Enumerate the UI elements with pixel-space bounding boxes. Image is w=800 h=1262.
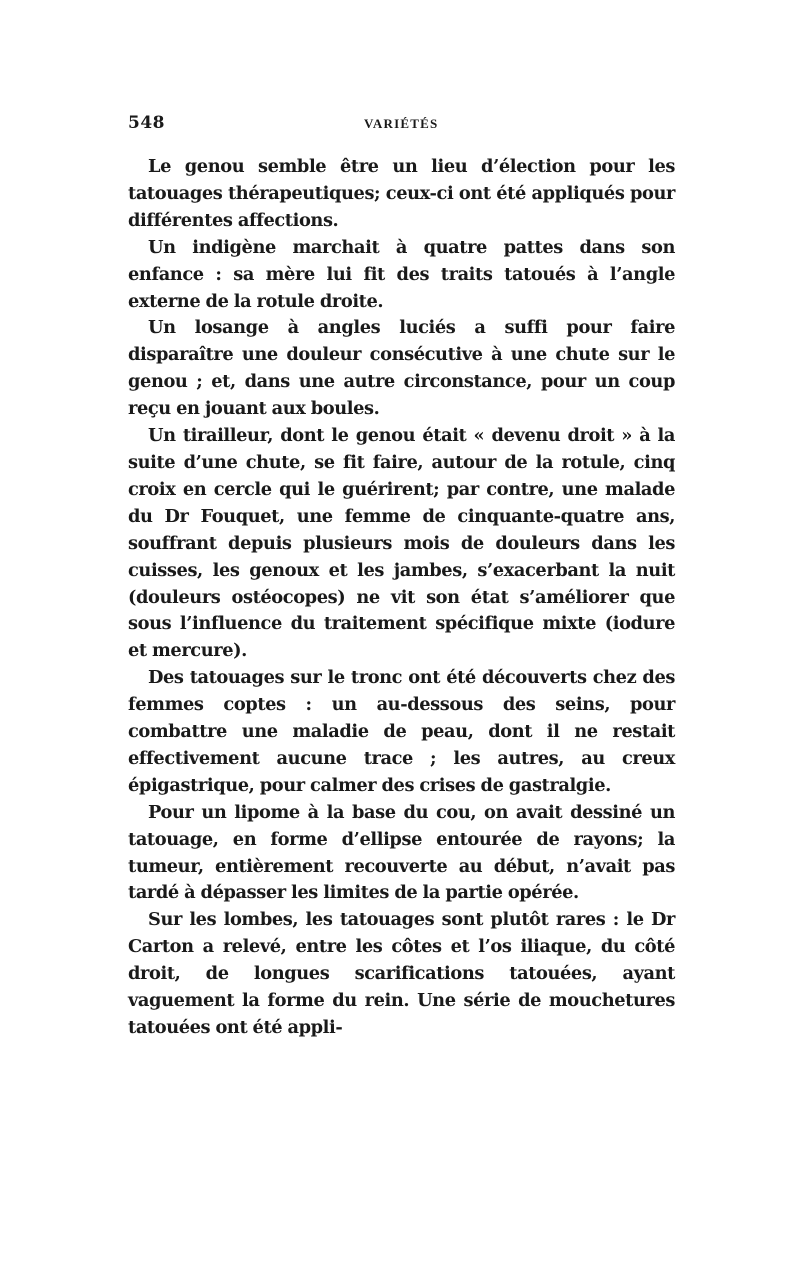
paragraph: Le genou semble être un lieu d’élection pour les tatouages thérapeutiques; ceux-ci ont été appliqués pour différentes affections. bbox=[128, 156, 675, 231]
running-title: VARIÉTÉS bbox=[364, 116, 439, 131]
paragraph: Pour un lipome à la base du cou, on avait dessiné un tatouage, en forme d’ellipse entourée de rayons; la tumeur, entièrement recouverte au début, n’avait pas tardé à dépasser les limites de la partie opérée. bbox=[128, 801, 675, 904]
running-head bbox=[128, 113, 676, 137]
paragraph: Sur les lombes, les tatouages sont plutôt rares : le Dr Carton a relevé, entre les côtes et l’os iliaque, du côté droit, de longues scarifications tatouées, ayant vaguement la forme du rein. Une série de mouchetures tatouées ont été appli- bbox=[128, 909, 675, 1038]
page-number: 548 bbox=[128, 113, 165, 133]
body-text bbox=[128, 154, 675, 1042]
paragraph: Des tatouages sur le tronc ont été découverts chez des femmes coptes : un au-dessous des seins, pour combattre une maladie de peau, dont il ne restait effectivement aucune trace ; les autres, au creux épigastrique, pour calmer des crises de gastralgie. bbox=[128, 667, 675, 796]
paragraph: Un tirailleur, dont le genou était « devenu droit » à la suite d’une chute, se fit faire, autour de la rotule, cinq croix en cercle qui le guérirent; par contre, une malade du Dr Fouquet, une femme de cinquante-quatre ans, souffrant depuis plusieurs mois de douleurs dans les cuisses, les genoux et les jambes, s’exacerbant la nuit (douleurs ostéocopes) ne vit son état s’améliorer que sous l’influence du traitement spécifique mixte (iodure et mercure). bbox=[128, 425, 675, 662]
paragraph: Un indigène marchait à quatre pattes dans son enfance : sa mère lui fit des traits tatoués à l’angle externe de la rotule droite. bbox=[128, 236, 675, 312]
paragraph: Un losange à angles luciés a suffi pour faire disparaître une douleur consécutive à une chute sur le genou ; et, dans une autre circonstance, pour un coup reçu en jouant aux boules. bbox=[128, 317, 675, 420]
